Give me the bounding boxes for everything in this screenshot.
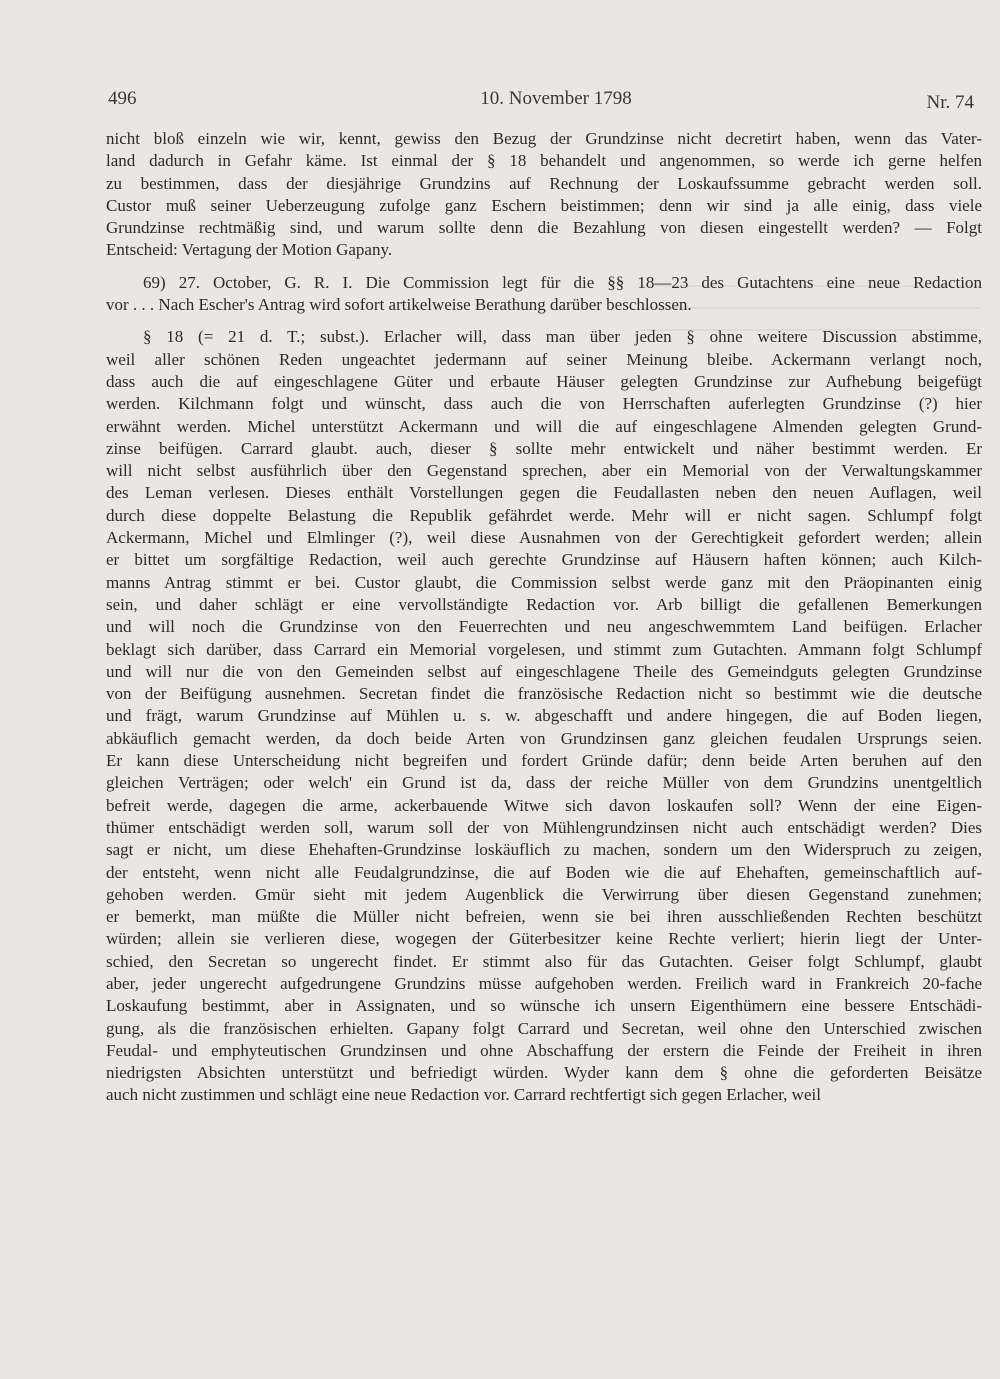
body-text [106,128,982,1107]
text-line: § 18 (= 21 d. T.; subst.). Erlacher will, dass man über jeden § ohne weitere Discussion abstimme, [143,327,982,347]
text-line: gung, als die französischen erhielten. Gapany folgt Carrard und Secretan, weil ohne den Unterschied zwischen [106,1018,982,1038]
text-line: abkäuflich gemacht werden, da doch beide Arten von Grundzinsen ganz gleichen feudalen Ursprungs seien. [106,728,982,748]
text-line: will nicht selbst ausführlich über den Gegenstand sprechen, aber ein Memorial von der Verwaltungskammer [106,461,982,481]
text-line: des Leman verlesen. Dieses enthält Vorstellungen gegen die Feudallasten neben den neuen Auflagen, weil [106,483,982,503]
text-line: er bemerkt, man müßte die Müller nicht befreien, wenn sie bei ihren ausschließenden Rechten beschützt [106,907,982,927]
text-line: beklagt sich darüber, dass Carrard ein Memorial vorgelesen, und stimmt zum Gutachten. Ammann folgt Schlumpf [106,639,982,659]
text-line: nicht bloß einzeln wie wir, kennt, gewiss den Bezug der Grundzinse nicht decretirt haben, wenn das Vater- [106,129,982,148]
text-line: thümer entschädigt werden soll, warum soll der von Mühlengrundzinsen nicht auch entschädigt werden? Dies [106,817,982,837]
paragraph [106,272,982,317]
text-line: land dadurch in Gefahr käme. Ist einmal der § 18 behandelt und angenommen, so werde ich gerne helfen [106,151,982,171]
text-line: er bittet um sorgfältige Redaction, weil auch gerechte Grundzinse auf Häusern haften können; auch Kilch- [106,550,982,570]
text-line: Grundzinse rechtmäßig sind, und warum sollte denn die Bezahlung von diesen eingestellt werden? — Folgt [106,218,982,238]
text-line: vor . . . Nach Escher's Antrag wird sofort artikelweise Berathung darüber beschlossen. [106,295,692,315]
text-line: 69) 27. October, G. R. I. Die Commission legt für die §§ 18—23 des Gutachtens eine neue Redaction [143,272,982,292]
text-line: Loskaufung bestimmt, aber in Assignaten, und so wünsche ich unsern Eigenthümern eine bessere Entschädi- [106,996,982,1016]
text-line: werden. Kilchmann folgt und wünscht, dass auch die von Herrschaften auferlegten Grundzinse (?) hier [106,394,982,414]
text-line: niedrigsten Absichten unterstützt und befriedigt würden. Wyder kann dem § ohne die geforderten Beisätze [106,1063,982,1083]
text-line: der entsteht, wenn nicht alle Feudalgrundzinse, die auf Boden wie die auf Ehehaften, gemeinschaftlich auf- [106,862,982,882]
text-line: zinse beifügen. Carrard glaubt. auch, dieser § sollte mehr entwickelt und näher bestimmt werden. Er [106,438,982,458]
text-line: Ackermann, Michel und Elmlinger (?), weil diese Ausnahmen von der Gerechtigkeit gefordert werden; allein [106,528,982,548]
text-line: sein, und daher schlägt er eine vervollständigte Redaction vor. Arb billigt die gefallenen Bemerkungen [106,594,982,614]
text-line: und frägt, warum Grundzinse auf Mühlen u. s. w. abgeschafft und andere hingegen, die auf Boden liegen, [106,706,982,726]
text-line: dass auch die auf eingeschlagene Güter und erbaute Häuser gelegten Grundzinse zur Aufhebung beigefügt [106,371,982,391]
text-line: erwähnt werden. Michel unterstützt Ackermann und will die auf eingeschlagene Almenden gelegten Grund- [106,416,982,436]
text-line: auch nicht zustimmen und schlägt eine neue Redaction vor. Carrard rechtfertigt sich gegen Erlacher, weil [106,1085,821,1105]
text-line: würden; allein sie verlieren diese, wogegen der Güterbesitzer keine Rechte verliert; hierin liegt der Unter- [106,929,982,949]
text-line: Entscheid: Vertagung der Motion Gapany. [106,240,393,260]
text-line: manns Antrag stimmt er bei. Custor glaubt, die Commission selbst werde ganz mit den Präopinanten einig [106,572,982,592]
text-line: aber, jeder ungerecht aufgedrungene Grundzins müsse aufgehoben werden. Freilich ward in Frankreich 20-fache [106,973,982,993]
running-header [108,88,974,114]
text-line: befreit werde, dagegen die arme, ackerbauende Witwe sich davon loskaufen soll? Wenn der eine Eigen- [106,795,982,815]
page-number: 496 [108,88,137,109]
text-line: schied, den Secretan so ungerecht findet. Er stimmt also für das Gutachten. Geiser folgt Schlumpf, glaubt [106,951,982,971]
text-line: Feudal- und emphyteutischen Grundzinsen und ohne Abschaffung der erstern die Feinde der Freiheit in ihren [106,1040,982,1060]
text-line: Er kann diese Unterscheidung nicht begreifen und fordert Gründe dafür; denn beide Arten beruhen auf den [106,751,982,771]
header-date: 10. November 1798 [480,88,632,109]
text-line: von der Beifügung ausnehmen. Secretan findet die französische Redaction nicht so bestimmt wie die deutsche [106,684,982,704]
text-line: gleichen Verträgen; oder welch' ein Grund ist da, dass der reiche Müller von dem Grundzins unentgeltlich [106,773,982,793]
paragraph [106,326,982,1106]
text-line: durch diese doppelte Belastung die Republik gefährdet werde. Mehr will er nicht sagen. Schlumpf folgt [106,505,982,525]
text-line: weil aller schönen Reden ungeachtet jedermann auf seiner Meinung bleibe. Ackermann verlangt noch, [106,349,982,369]
text-line: sagt er nicht, um diese Ehehaften-Grundzinse loskäuflich zu machen, sondern um den Widerspruch zu zeigen, [106,840,982,860]
text-line: und will nur die von den Gemeinden selbst auf eingeschlagene Theile des Gemeindguts gelegten Grundzinse [106,661,982,681]
paragraph [106,128,982,262]
text-line: gehoben werden. Gmür sieht mit jedem Augenblick die Verwirrung über diesen Gegenstand zunehmen; [106,884,982,904]
text-line: zu bestimmen, dass der diesjährige Grundzins auf Rechnung der Loskaufssumme gebracht werden soll. [106,173,982,193]
text-line: Custor muß seiner Ueberzeugung zufolge ganz Eschern beistimmen; denn wir sind ja alle einig, dass viele [106,195,982,215]
document-number: Nr. 74 [926,92,974,113]
text-line: und will noch die Grundzinse von den Feuerrechten und neu angeschwemmtem Land beifügen. Erlacher [106,617,982,637]
